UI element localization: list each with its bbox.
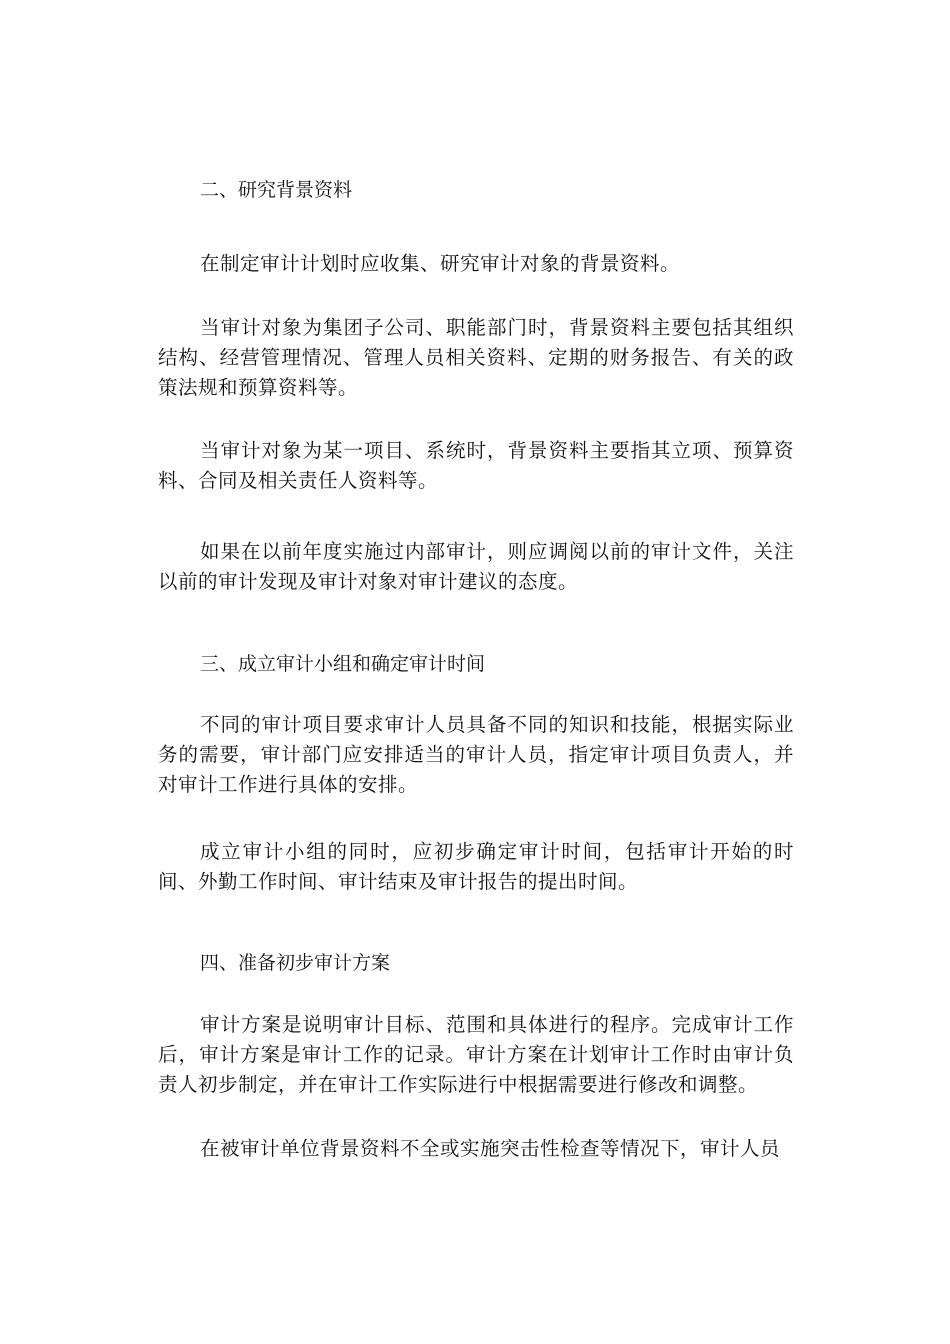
section-heading-audit-plan: 四、准备初步审计方案 [200,952,391,974]
paragraph-audit-timing: 成立审计小组的同时，应初步确定审计时间，包括审计开始的时间、外勤工作时间、审计结束及审计报告的提出时间。 [158,840,794,893]
paragraph-project-background: 当审计对象为某一项目、系统时，背景资料主要指其立项、预算资料、合同及相关责任人资料等。 [158,439,794,492]
paragraph-previous-audit: 如果在以前年度实施过内部审计，则应调阅以前的审计文件，关注以前的审计发现及审计对象对审计建议的态度。 [158,540,794,593]
paragraph-audit-staffing: 不同的审计项目要求审计人员具备不同的知识和技能，根据实际业务的需要，审计部门应安排适当的审计人员，指定审计项目负责人，并对审计工作进行具体的安排。 [158,713,794,796]
section-heading-research-background: 二、研究背景资料 [200,179,353,201]
section-heading-audit-team: 三、成立审计小组和确定审计时间 [200,653,486,675]
paragraph-subsidiary-background: 当审计对象为集团子公司、职能部门时，背景资料主要包括其组织结构、经营管理情况、管理人员相关资料、定期的财务报告、有关的政策法规和预算资料等。 [158,316,794,399]
paragraph-audit-plan-definition: 审计方案是说明审计目标、范围和具体进行的程序。完成审计工作后，审计方案是审计工作的记录。审计方案在计划审计工作时由审计负责人初步制定，并在审计工作实际进行中根据需要进行修改和调整。 [158,1013,794,1096]
paragraph-collect-background: 在制定审计计划时应收集、研究审计对象的背景资料。 [200,252,681,275]
paragraph-incomplete-background: 在被审计单位背景资料不全或实施突击性检查等情况下，审计人员 [200,1137,781,1160]
